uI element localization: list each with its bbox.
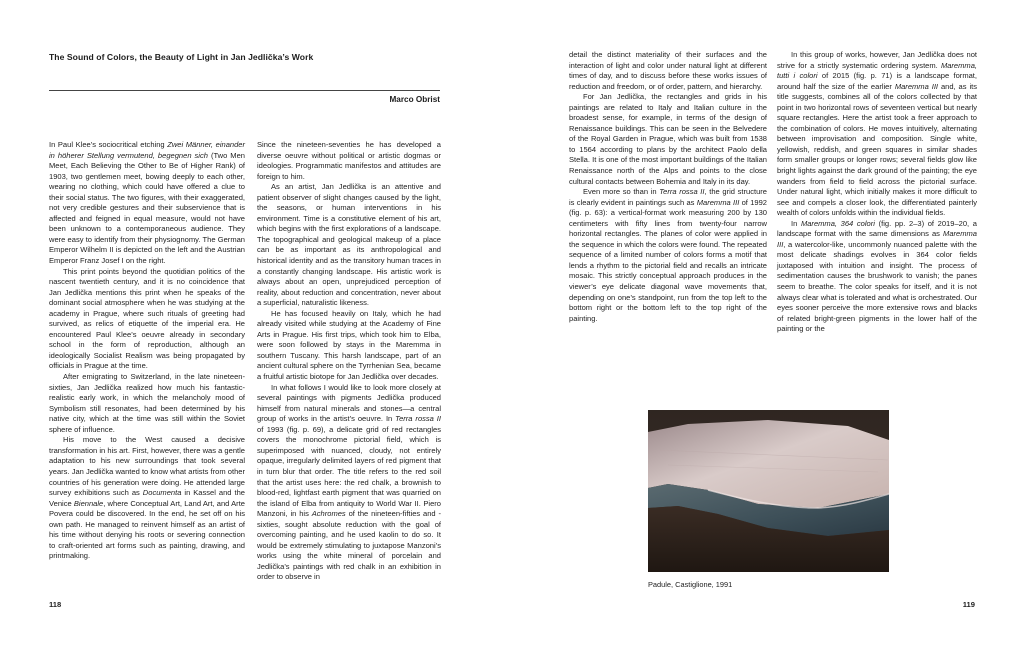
- paragraph: [49, 267, 245, 372]
- text-run: His move to the West caused a decisive transformation in his art. First, however, there was a gentle adaptation to his new surroundings that took several years. Jan Jedlička wanted to know what artists from other countries of his generation were doing. He attended large survey exhibitions such as: [49, 435, 245, 498]
- text-run: After emigrating to Switzerland, in the late nineteen-sixties, Jan Jedlička realized how much his fantastic-realistic early work, in which the melancholy mood of Symbolism still resonates, had been determined by his native city, which at the time was still within the Soviet sphere of influence.: [49, 372, 245, 434]
- italic-title: Maremma III: [777, 229, 977, 249]
- landscape-photo: [648, 410, 889, 572]
- italic-title: Biennale: [73, 498, 104, 508]
- text-run: of the nineteen-fifties and -sixties, sought absolute reduction with the goal of overcoming painting, and he used kaolin to do so. It would be extremely stimulating to juxtapose Manzoni’s works using the white mineral of porcelain and Jedlička’s paintings with red chalk in an exhibition in order to observe in: [257, 509, 441, 582]
- text-run: , the grid structure is clearly evident in paintings such as: [569, 187, 767, 207]
- text-run: of 1993 (fig. p. 69), a delicate grid of red rectangles covers the monochrome pictorial field, which is superimposed with nuanced, cloudy, not entirely opaque, irregularly delimited layers of red pigment that in turn blur that order. The title refers to the red soil that the artist uses here: the red chalk, a brownish to blood-red, lightfast earth pigment that was quarried on the island of Elba from antiquity to World War II. Piero Manzoni, in his: [257, 424, 441, 519]
- text-run: of 2015 (fig. p. 71) is a landscape format, around half the size of the earlier: [777, 71, 977, 91]
- text-run: of 1992 (fig. p. 63): a vertical-format work measuring 200 by 130 centimeters with fifty lines from twenty-four narrow horizontal rectangles. The planes of color were applied in the sequence in which the colors were found. The repeated sequence of a limited number of colors forms a motif that lends a rhythm to the pictorial field and recalls an intricate mosaic. This strictly conceptual approach produces in the viewer’s eye delicate diagonal wave movements that, depending on one’s standpoint, run from the top left to the bottom right or the bottom left to the top right of the painting.: [569, 197, 767, 323]
- text-run: In this group of works, however, Jan Jedlička does not strive for a strictly systematic ordering system.: [777, 50, 977, 70]
- text-run: As an artist, Jan Jedlička is an attentive and patient observer of slight changes caused by the light, the seasons, or human interventions in his environment. Time is a constitutive element of his art, which begins with the first explorations of a landscape. The topographical and geological makeup of a place can be as important as its anthropological and historical identity and as the transitory human traces in a constantly changing landscape. His artistic work is always about an open, unprejudiced perception of reality, about reduction and concentration, never about a superficial, naturalistic likeness.: [257, 182, 441, 308]
- paragraph: [49, 435, 245, 562]
- chapter-title: The Sound of Colors, the Beauty of Light in Jan Jedlička’s Work: [49, 52, 314, 62]
- paragraph: [49, 372, 245, 435]
- text-run: in Kassel and the Venice: [49, 488, 245, 508]
- paragraph: [777, 219, 977, 335]
- text-run: This print points beyond the quotidian politics of the nascent twentieth century, and it is no coincidence that Jan Jedlička mentions this print when he speaks of the dominant social atmosphere when he was studying at the academy in Prague, where such rituals of greeting had survived, as relics of etiquette of the imperial era. He encountered Paul Klee’s oeuvre already in secondary school in the form of reproduction, although an ideologically Socialist Realism was being propagated by officials in Prague at the time.: [49, 266, 245, 371]
- text-run: For Jan Jedlička, the rectangles and grids in his paintings are related to Italy and Italian culture in the broadest sense, for example, in terms of the design of Renaissance buildings. This can be seen in the Belvedere of the Royal Garden in Prague, which was built from 1538 to 1564 according to plans by the architect Paolo della Stella. It is one of the most important buildings of the Italian Renaissance north of the Alps and points to the close cultural contacts between Bohemia and Italy in its day.: [569, 92, 767, 186]
- text-run: In what follows I would like to look more closely at several paintings with pigments Jedlička produced himself from natural minerals and stones—a central group of works in the artist’s oeuvre. In: [257, 382, 441, 424]
- text-run: detail the distinct materiality of their surfaces and the interaction of light and color under natural light at different times of day, and to discuss before these works issues of reduction and freedom, or of order, pattern, and hierarchy.: [569, 50, 767, 91]
- italic-title: Maremma III: [894, 81, 939, 91]
- text-run: (fig. pp. 2–3) of 2019–20, a landscape format with the same dimensions as: [777, 218, 977, 239]
- paragraph: [257, 140, 441, 182]
- text-run: In Paul Klee’s sociocritical etching: [49, 140, 168, 149]
- text-run: (Two Men Meet, Each Believing the Other to Be of Higher Rank) of 1903, two gentlemen meet, bowing deeply to each other, wearing no clothing, which could have offered a clue to their social status. The two figures, with their exaggerated, not very credible gestures and their subservience that is affected and feigned in equal measure, would not have been unknown to a contemporaneous audience. They were easy to identify from their physiognomy. The German Emperor Wilhelm II is depicted on the left and the Austrian Emperor Franz Josef I on the right.: [49, 150, 245, 266]
- paragraph: [569, 92, 767, 187]
- italic-title: Terra rossa II: [395, 414, 441, 424]
- italic-title: Maremma, 364 colori: [800, 218, 875, 228]
- page-number-right: 119: [962, 600, 975, 609]
- italic-title: Documenta: [142, 488, 182, 498]
- title-rule: [49, 90, 440, 91]
- figure-caption: Padule, Castiglione, 1991: [648, 580, 733, 589]
- italic-title: Maremma III: [696, 197, 740, 207]
- right-column-1: [569, 50, 767, 324]
- text-run: , a watercolor-like, uncommonly nuanced palette with the most delicate shadings evolves in 364 color fields juxtaposed with intuition and insight. The process of sedimentation causes the brushwork to vanish; the panes seem to breathe. The color speaks for itself, and it is not always clear what is tolerated and what is orchestrated. Our eyes sooner perceive the more extensive rows and blacks of related bright-green pigments in the lower half of the painting or the: [777, 239, 977, 334]
- italic-title: Zwei Männer, einander in höherer Stellung vermutend, begegnen sich: [49, 140, 245, 160]
- paragraph: [569, 50, 767, 92]
- paragraph: [569, 187, 767, 324]
- text-run: Since the nineteen-seventies he has developed a diverse oeuvre without political or artistic dogmas or ideologies. Programmatic manifestos and attitudes are foreign to him.: [257, 140, 441, 181]
- text-run: He has focused heavily on Italy, which he had already visited while studying at the Academy of Fine Arts in Prague. His first trips, which took him to Elba, were soon followed by stays in the Maremma in southern Tuscany. This harsh landscape, part of an ancient cultural sphere on the Tyrrhenian Sea, became a fruitful artistic biotope for Jan Jedlička over decades.: [257, 308, 441, 382]
- page-number-left: 118: [49, 600, 62, 609]
- paragraph: [257, 182, 441, 309]
- italic-title: Terra rossa II: [659, 187, 705, 197]
- left-column-2: [257, 140, 441, 583]
- italic-title: Achromes: [311, 509, 346, 519]
- paragraph: [49, 140, 245, 267]
- text-run: , where Conceptual Art, Land Art, and Arte Povera could be discovered. In the end, he set off on his own path. He managed to reinvent himself as an artist of his time without denying his roots or severing connection to craft-oriented art forms such as painting, drawing, and printmaking.: [49, 498, 245, 561]
- paragraph: [777, 50, 977, 219]
- text-run: Even more so than in: [583, 187, 660, 197]
- text-run: In: [791, 218, 801, 228]
- paragraph: [257, 383, 441, 583]
- right-page: [512, 0, 1024, 657]
- paragraph: [257, 309, 441, 383]
- text-run: and, as its title suggests, combines all of the colors collected by that point in two horizontal rows of seventeen vertical but nearly square rectangles. Here the artist took a freer approach to the combination of colors. He moves intuitively, alternating between improvisation and composition. Single white, yellowish, reddish, and green squares in similar shades form smaller groups or longer rows; several fields glow like bright lights against the dark ground of the painting; the eye wanders from field to field across the pictorial surface. Under natural light, which initially makes it more difficult to see and compels a closer look, the differentiated painterly wealth of colors unfolds within the individual fields.: [777, 81, 978, 218]
- right-column-2: [777, 50, 977, 335]
- left-column-1: [49, 140, 245, 562]
- italic-title: Maremma, tutti i colori: [777, 60, 977, 81]
- author-name: Marco Obrist: [389, 95, 440, 104]
